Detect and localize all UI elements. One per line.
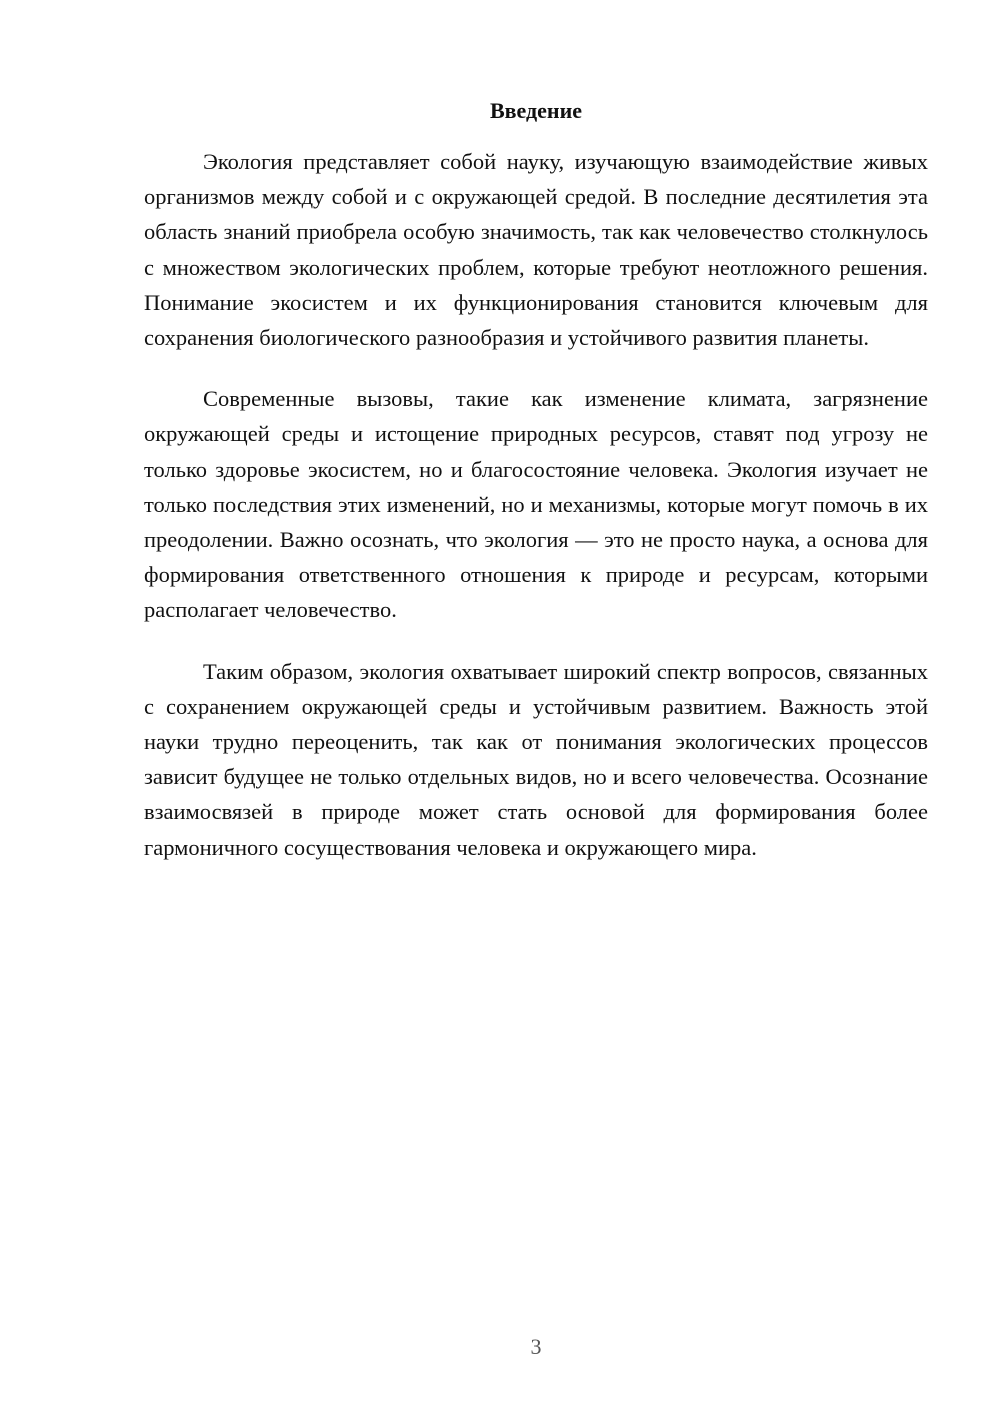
page-number: 3 (530, 1334, 542, 1359)
paragraph-2: Современные вызовы, такие как изменение климата, загрязнение окружающей среды и истощение природных ресурсов, ставят под угрозу не только здоровье экосистем, но и благосостояние человека. Экология изучает не только последствия этих изменений, но и механизмы, которые могут помочь в их преодолении. Важно осознать, что экология — это не просто наука, а основа для формирования ответственного отношения к природе и ресурсам, которыми располагает человечество. (144, 386, 928, 623)
page-title: Введение (489, 98, 583, 123)
paragraph-1: Экология представляет собой науку, изучающую взаимодействие живых организмов между собой и с окружающей средой. В последние десятилетия эта область знаний приобрела особую значимость, так как человечество столкнулось с множеством экологических проблем, которые требуют неотложного решения. Понимание экосистем и их функционирования становится ключевым для сохранения биологического разнообразия и устойчивого развития планеты. (144, 149, 928, 351)
paragraph-3: Таким образом, экология охватывает широкий спектр вопросов, связанных с сохранением окружающей среды и устойчивым развитием. Важность этой науки трудно переоценить, так как от понимания экологических процессов зависит будущее не только отдельных видов, но и всего человечества. Осознание взаимосвязей в природе может стать основой для формирования более гармоничного сосуществования человека и окружающего мира. (144, 658, 928, 860)
page-content (144, 96, 928, 891)
